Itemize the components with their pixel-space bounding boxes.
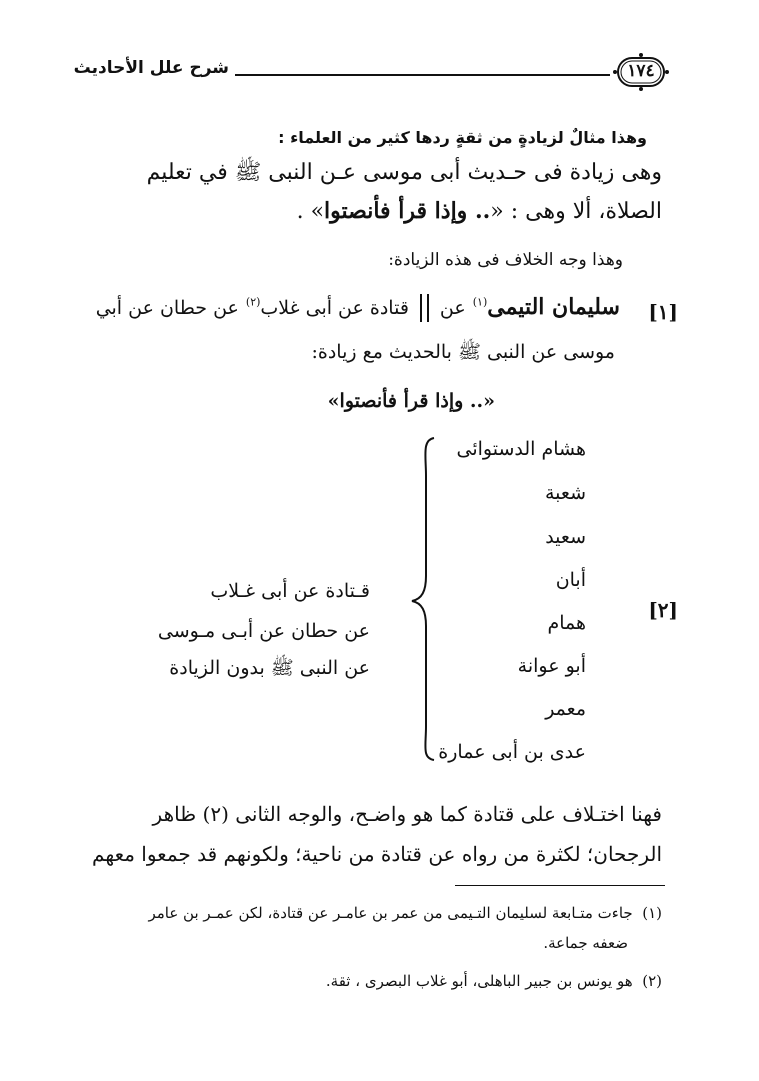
footnote-1-text: جاءت متـابعة لسليمان التـيمى من عمر بن عامـر عن قتادة، لكن عمـر بن عامر <box>148 904 633 922</box>
closing-line-2: الرجحان؛ لكثرة من رواه عن قتادة من ناحية؛ ولكونهم قد جمعوا معهم <box>92 842 662 866</box>
footnote-2 <box>326 972 662 990</box>
item1-line-2: موسى عن النبى ﷺ بالحديث مع زيادة: <box>311 341 615 363</box>
item1-between: عن <box>439 297 466 319</box>
intro-line-2 <box>297 198 662 224</box>
footnote-1-line-1 <box>148 904 662 922</box>
item1-chain-end: عن حطان عن أبي <box>95 297 239 319</box>
intro-line-1: وهى زيادة فى حـديث أبى موسى عـن النبى ﷺ في تعليم <box>146 160 662 185</box>
page-number: ١٧٤ <box>627 61 655 81</box>
narrator-name: أبو عوانة <box>517 655 586 677</box>
item2-chain-line-1: قـتادة عن أبى غـلاب <box>210 580 370 602</box>
item1-chain-start: قتادة عن أبى غلاب <box>260 297 409 319</box>
curly-brace-icon <box>408 436 438 762</box>
intro-quote: .. وإذا قرأ فأنصتوا <box>324 198 491 224</box>
footnote-2-text: هو يونس بن جبير الباهلى، أبو غلاب البصرى ، ثقة. <box>325 972 633 990</box>
item2-number: [٢] <box>648 598 678 622</box>
footnote-separator <box>455 885 665 886</box>
intro-line-2-end: » . <box>296 199 325 224</box>
section-heading: وهذا مثالٌ لزيادةٍ من ثقةٍ ردها كثير من العلماء : <box>278 128 647 147</box>
item2-chain-line-3: عن النبى ﷺ بدون الزيادة <box>169 657 370 679</box>
item1-quote: «.. وإذا قرأ فأنصتوا» <box>327 390 495 412</box>
narrator-name: عدى بن أبى عمارة <box>438 741 586 763</box>
narrator-name: سعيد <box>545 526 586 548</box>
item2-chain-line-2: عن حطان عن أبـى مـوسى <box>157 620 370 642</box>
closing-line-1: فهنا اختـلاف على قتادة كما هو واضـح، والوجه الثانى (٢) ظاهر <box>152 802 662 826</box>
intro-line-2-start: الصلاة، ألا وهى : « <box>490 199 662 224</box>
footnote-1-line-2: ضعفه جماعة. <box>543 934 628 952</box>
item1-narrator: سليمان التيمى <box>487 294 620 320</box>
narrator-name: أبان <box>555 569 586 591</box>
footnote-ref-2: (٢) <box>245 295 261 309</box>
item1-line-1 <box>96 294 620 322</box>
intro-line-3: وهذا وجه الخلاف فى هذه الزيادة: <box>388 250 623 270</box>
footnote-1-marker: (١) <box>642 904 662 922</box>
item1-number: [١] <box>648 300 678 324</box>
narrator-name: هشام الدستوائى <box>456 438 586 460</box>
book-title: شرح علل الأحاديث <box>73 58 229 78</box>
narrator-name: شعبة <box>544 482 586 504</box>
footnote-ref-1: (١) <box>472 295 488 309</box>
double-bar-separator <box>420 294 429 322</box>
page-number-badge <box>612 52 670 92</box>
header-rule <box>235 74 610 76</box>
narrator-name: همام <box>547 612 586 634</box>
footnote-2-marker: (٢) <box>642 972 662 990</box>
narrator-name: معمر <box>545 698 586 720</box>
